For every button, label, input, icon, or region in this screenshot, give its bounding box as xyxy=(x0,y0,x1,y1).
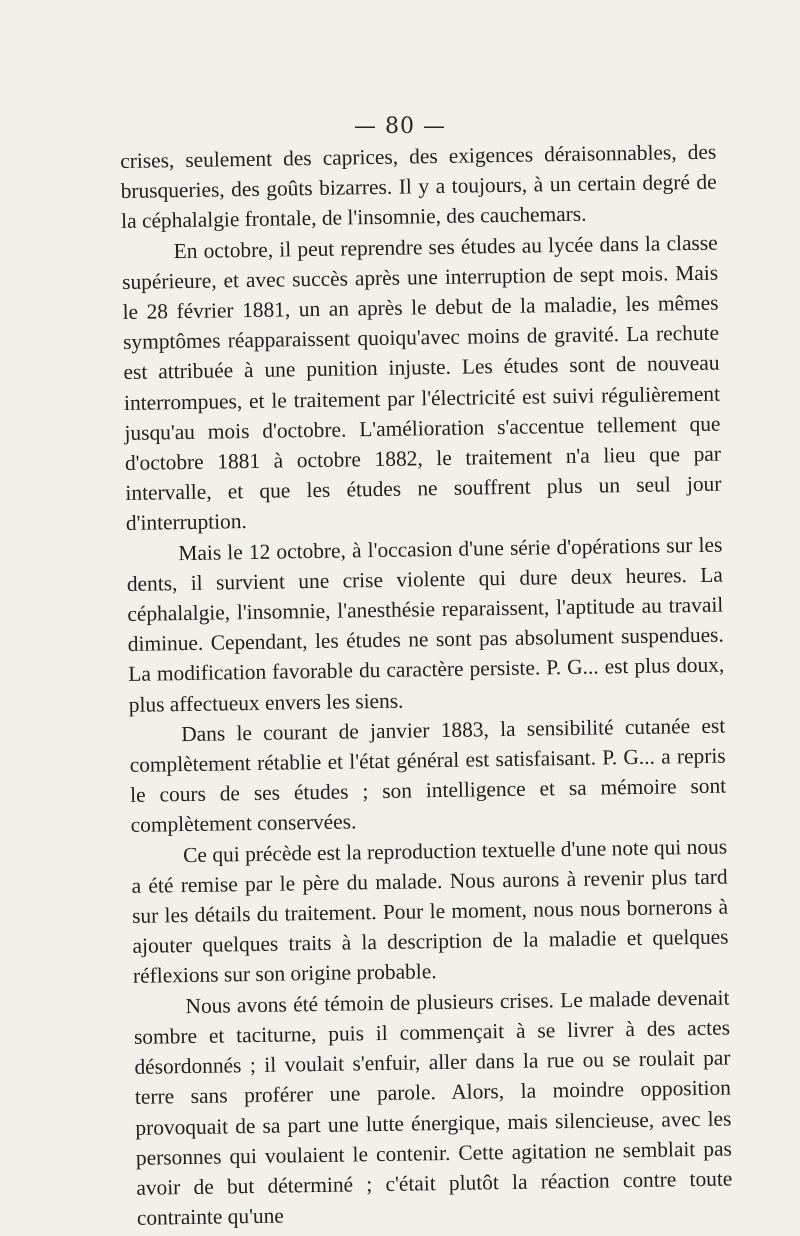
paragraph: Nous avons été témoin de plusieurs crises. Le malade devenait sombre et taciturne, puis il commençait à se livrer à des actes désordonnés ; il voulait s'enfuir, aller dans la rue ou se roulait par terre sans proférer une parole. Alors, la moindre opposition provoquait de sa part une lutte énergique, mais silencieuse, avec les personnes qui voulaient le contenir. Cette agitation ne semblait pas avoir de but déterminé ; c'était plutôt la réaction contre toute contrainte qu'une xyxy=(133,985,733,1230)
paragraph: Ce qui précède est la reproduction textuelle d'une note qui nous a été remise par le père du malade. Nous aurons à revenir plus tard sur les détails du traitement. Pour le moment, nous nous bornerons à ajouter quelques traits à la description de la maladie et quelques réflexions sur son origine probable. xyxy=(131,834,729,989)
paragraph-continuation: crises, seulement des caprices, des exigences déraisonnables, des brusqueries, des goûts bizarres. Il y a toujours, à un certain degré de la céphalalgie frontale, de l'insomnie, des cauchemars. xyxy=(120,139,717,234)
page-number: — 80 — xyxy=(354,114,446,139)
page-body-text xyxy=(120,137,733,1234)
paragraph: En octobre, il peut reprendre ses études au lycée dans la classe supérieure, et avec succès après une interruption de sept mois. Mais le 28 février 1881, un an après le debut de la maladie, les mêmes symptômes réapparaissent quoiqu'avec moins de gravité. La rechute est attribuée à une punition injuste. Les études sont de nouveau interrompues, et le traitement par l'électricité est suivi régulièrement jusqu'au mois d'octobre. L'amélioration s'accentue tellement que d'octobre 1881 à octobre 1882, le traitement n'a lieu que par intervalle, et que les études ne souffrent plus un seul jour d'interruption. xyxy=(121,230,722,536)
paragraph: Mais le 12 octobre, à l'occasion d'une série d'opérations sur les dents, il survient une crise violente qui dure deux heures. La céphalalgie, l'insomnie, l'anesthésie reparaissent, l'aptitude au travail diminue. Cependant, les études ne sont pas absolument suspendues. La modification favorable du caractère persiste. P. G... est plus doux, plus affectueux envers les siens. xyxy=(126,532,725,717)
paragraph: Dans le courant de janvier 1883, la sensibilité cutanée est complètement rétablie et l'état général est satisfaisant. P. G... a repris le cours de ses études ; son intelligence et sa mémoire sont complètement conservées. xyxy=(129,713,727,838)
